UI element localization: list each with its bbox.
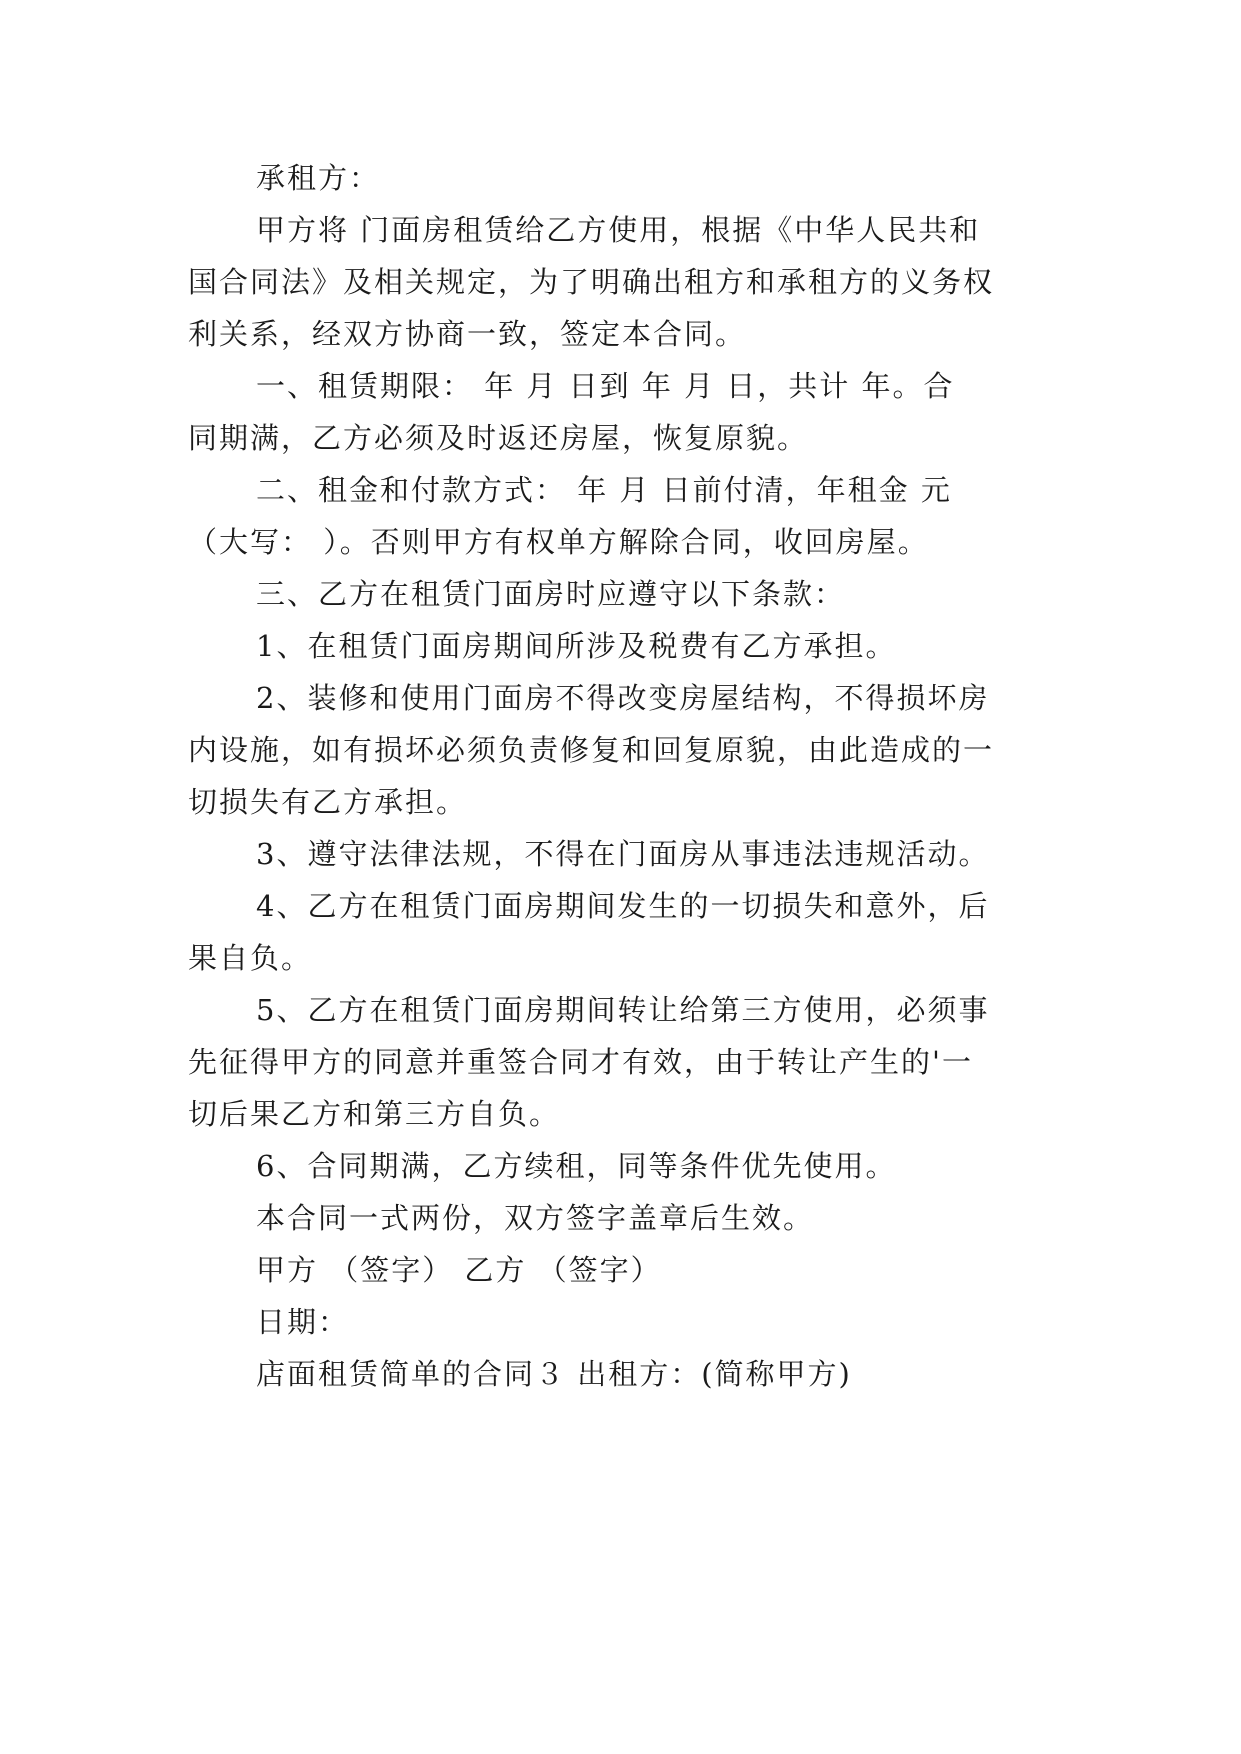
clause-2-line-1: 二、租金和付款方式： 年 月 日前付清，年租金 元 [256,473,952,507]
tenant-label: 承租方： [256,161,381,195]
term-4-line-1: 4、乙方在租赁门面房期间发生的一切损失和意外，后 [256,889,990,923]
paragraph-intro-line-3: 利关系，经双方协商一致，签定本合同。 [188,317,747,351]
copies-statement: 本合同一式两份，双方签字盖章后生效。 [256,1201,815,1235]
signature-line: 甲方 （签字） 乙方 （签字） [256,1253,662,1287]
term-5-line-1: 5、乙方在租赁门面房期间转让给第三方使用，必须事 [256,993,990,1027]
term-5-line-3: 切后果乙方和第三方自负。 [188,1097,561,1131]
paragraph-intro-line-2: 国合同法》及相关规定，为了明确出租方和承租方的义务权 [188,265,995,299]
term-2-line-1: 2、装修和使用门面房不得改变房屋结构，不得损坏房 [256,681,990,715]
term-2-line-2: 内设施，如有损坏必须负责修复和回复原貌，由此造成的一 [188,733,995,767]
term-3: 3、遵守法律法规，不得在门面房从事违法违规活动。 [256,837,990,871]
term-5-line-2: 先征得甲方的同意并重签合同才有效，由于转让产生的'一 [188,1045,973,1079]
term-1: 1、在租赁门面房期间所涉及税费有乙方承担。 [256,629,897,663]
next-contract-heading: 店面租赁简单的合同３ 出租方：(简称甲方) [256,1357,852,1391]
term-6: 6、合同期满，乙方续租，同等条件优先使用。 [256,1149,897,1183]
clause-1-line-2: 同期满，乙方必须及时返还房屋，恢复原貌。 [188,421,809,455]
clause-2-line-2: （大写： ）。否则甲方有权单方解除合同，收回房屋。 [188,525,929,559]
clause-3-heading: 三、乙方在租赁门面房时应遵守以下条款： [256,577,846,611]
term-4-line-2: 果自负。 [188,941,313,975]
clause-1-line-1: 一、租赁期限： 年 月 日到 年 月 日，共计 年。合 [256,369,955,403]
term-2-line-3: 切损失有乙方承担。 [188,785,468,819]
date-line: 日期： [256,1305,350,1339]
paragraph-intro-line-1: 甲方将 门面房租赁给乙方使用，根据《中华人民共和 [256,213,981,247]
